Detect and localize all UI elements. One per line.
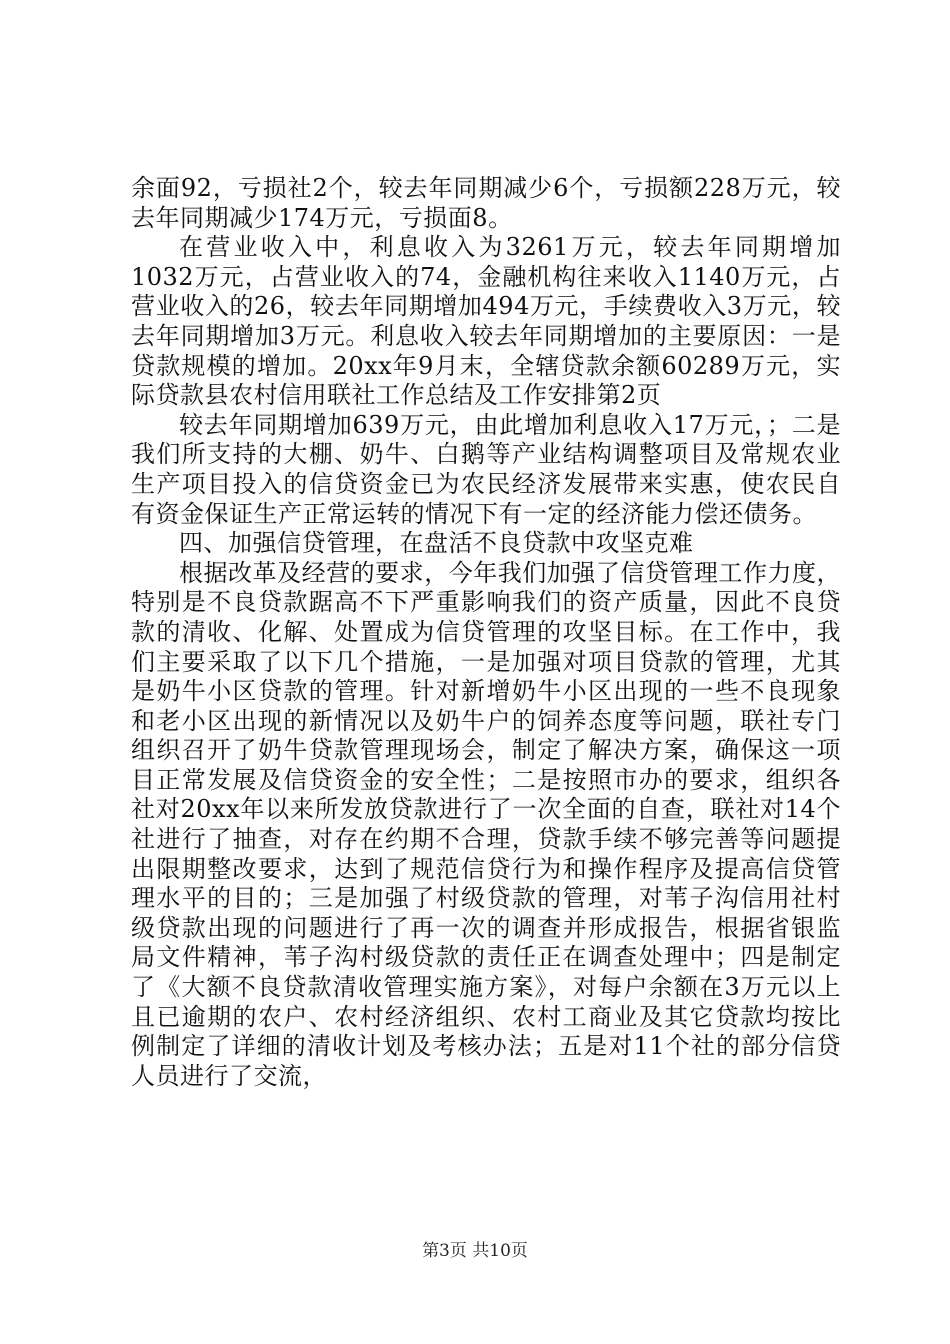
paragraph-credit-measures: 根据改革及经营的要求，今年我们加强了信贷管理工作力度，特别是不良贷款踞高不下严重影响我们的资产质量，因此不良贷款的清收、化解、处置成为信贷管理的攻坚目标。在工作中，我们主要采取了以下几个措施，一是加强对项目贷款的管理，尤其是奶牛小区贷款的管理。针对新增奶牛小区出现的一些不良现象和老小区出现的新情况以及奶牛户的饲养态度等问题，联社专门组织召开了奶牛贷款管理现场会，制定了解决方案，确保这一项目正常发展及信贷资金的安全性；二是按照市办的要求，组织各社对20xx年以来所发放贷款进行了一次全面的自查，联社对14个社进行了抽查，对存在约期不合理，贷款手续不够完善等问题提出限期整改要求，达到了规范信贷行为和操作程序及提高信贷管理水平的目的；三是加强了村级贷款的管理，对苇子沟信用社村级贷款出现的问题进行了再一次的调查并形成报告，根据省银监局文件精神，苇子沟村级贷款的责任正在调查处理中；四是制定了《大额不良贷款清收管理实施方案》，对每户余额在3万元以上且已逾期的农户、农村经济组织、农村工商业及其它贷款均按比例制定了详细的清收计划及考核办法；五是对11个社的部分信贷人员进行了交流，	[131, 558, 841, 1090]
document-body	[131, 174, 841, 1091]
paragraph-loss-summary: 余面92，亏损社2个，较去年同期减少6个，亏损额228万元，较去年同期减少174万元，亏损面8。	[131, 174, 841, 232]
paragraph-operating-income: 在营业收入中，利息收入为3261万元，较去年同期增加1032万元，占营业收入的74，金融机构往来收入1140万元，占营业收入的26，较去年同期增加494万元，手续费收入3万元，较去年同期增加3万元。利息收入较去年同期增加的主要原因：一是贷款规模的增加。20xx年9月末，全辖贷款余额60289万元，实际贷款县农村信用联社工作总结及工作安排第2页	[131, 233, 841, 410]
page-number-footer: 第3页 共10页	[422, 1241, 528, 1261]
section-heading-credit-management: 四、加强信贷管理，在盘活不良贷款中攻坚克难	[179, 529, 694, 558]
paragraph-interest-increase: 较去年同期增加639万元，由此增加利息收入17万元，；二是我们所支持的大棚、奶牛、白鹅等产业结构调整项目及常规农业生产项目投入的信贷资金已为农民经济发展带来实惠，使农民自有资金保证生产正常运转的情况下有一定的经济能力偿还债务。	[131, 410, 841, 528]
